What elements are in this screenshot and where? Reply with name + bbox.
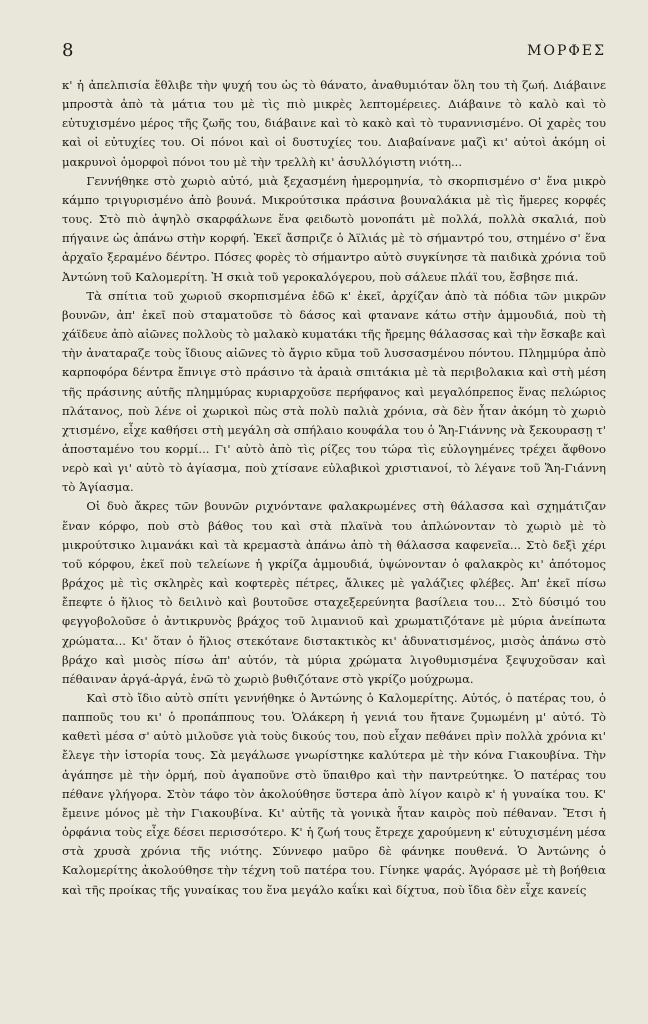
paragraph: κ' ἡ ἀπελπισία ἔθλιβε τὴν ψυχή του ὡς τὸ θάνατο, ἀναθυμιόταν ὅλη του τὴ ζωή. Διάβαινε μπροστὰ ἀπὸ τὰ μάτια του μὲ τὶς πιὸ μικρὲς λεπτομέρειες. Διάβαινε τὸ καλὸ καὶ τὸ εὐτυχισμένο μέρος τῆς ζωῆς του, διάβαινε καὶ τὸ κακὸ καὶ τὸ τυραννισμένο. Οἱ χαρὲς του καὶ οἱ εὐτυχίες του. Οἱ πόνοι καὶ οἱ δυστυχίες του. Διαβαίνανε μαζὶ κι' αὐτοὶ ἀκόμη οἱ μακρυνοὶ ὁμορφοὶ πόνοι του μὲ τὴν τρελλὴ κι' ἀσυλλόγιστη νιότη... xyxy=(62,78,606,169)
paragraph: Γεννήθηκε στὸ χωριὸ αὐτό, μιὰ ξεχασμένη ἡμερομηνία, τὸ σκορπισμένο σ' ἕνα μικρὸ κάμπο τριγυρισμένο ἀπὸ βουνά. Μικρούτσικα πράσινα βουναλάκια μὲ τὶς ἥμερες κορφές τους. Στὸ πιὸ ἀψηλὸ σκαρφάλωνε ἕνα φειδωτὸ μονοπάτι μὲ πολλά, πολλὰ σκαλιά, ποὺ πήγαινε ὡς ἀπάνω στὴν κορφή. Ἐκεῖ ἄσπριζε ὁ Ἀϊλιάς μὲ τὸ σήμαντρό του, στημένο σ' ἕνα ἀρχαῖο ξεραμένο δέντρο. Πόσες φορὲς τὸ σήμαντρο αὐτὸ συγκίνησε τὰ παιδικὰ χρόνια τοῦ Ἀντώνη τοῦ Καλομερίτη. Ἡ σκιὰ τοῦ γεροκαλόγερου, ποὺ σάλευε πλάϊ του, ἔσβησε πιά. xyxy=(62,173,606,284)
paragraph: Οἱ δυὸ ἄκρες τῶν βουνῶν ριχνόντανε φαλακρωμένες στὴ θάλασσα καὶ σχημάτιζαν ἕναν κόρφο, ποὺ στὸ βάθος του καὶ στὰ πλαϊνὰ του ἁπλώνονταν τὸ χωριὸ μὲ τὸ μικρούτσικο λιμανάκι καὶ τὰ κρεμαστὰ ἀπάνω ἀπὸ τὴ θάλασσα καφενεῖα... Στὸ δεξὶ χέρι τοῦ κόρφου, ἐκεῖ ποὺ τελείωνε ἡ γκρίζα ἀμμουδιά, ὑψώνονταν ὁ φαλακρὸς κι' ἀπότομος βράχος μὲ τὶς σκληρὲς καὶ κοφτερὲς πέτρες, ἄλικες μὲ γαλάζιες φλέβες. Ἀπ' ἐκεῖ πίσω ἔπεφτε ὁ ἥλιος τὸ δειλινὸ καὶ βουτοῦσε σταχεξερεύνητα βασίλεια του... Στὸ δύσιμό του φεγγοβολοῦσε ὁ ἀντικρυνὸς βράχος τοῦ λιμανιοῦ καὶ χρωματιζότανε μὲ μύρια ἀνείπωτα χρώματα... Κι' ὅταν ὁ ἥλιος στεκότανε διστακτικὸς κι' ἀδυνατισμένος, μισὸς ἀπάνω στὸ βράχο καὶ μισὸς πίσω ἀπ' αὐτόν, τὰ μύρια χρώματα λιγοθυμισμένα ξεψυχοῦσαν καὶ πέθαιναν ἀργά-ἀργά, ἐνῶ τὸ χωριὸ βυθιζότανε στὸ γκρίζο μούχρωμα. xyxy=(62,499,606,686)
paragraph: Καὶ στὸ ἴδιο αὐτὸ σπίτι γεννήθηκε ὁ Ἀντώνης ὁ Καλομερίτης. Αὐτός, ὁ πατέρας του, ὁ παπποῦς του κι' ὁ προπάππους του. Ὁλάκερη ἡ γενιά του ἤτανε ζυμωμένη μ' αὐτό. Τὸ καθετὶ μέσα σ' αὐτὸ μιλοῦσε γιὰ τοὺς δικούς του, ποὺ εἶχαν πεθάνει πρὶν πολλὰ χρόνια κι' ἔλεγε τὴν ἱστορία τους. Σὰ μεγάλωσε γνωρίστηκε καλύτερα μὲ τὴν κόνα Γιακουβίνα. Τὴν ἀγάπησε μὲ τὴν ὁρμή, ποὺ ἀγαποῦνε στὸ ὕπαιθρο καὶ τὴν παντρεύτηκε. Ὁ πατέρας του πέθανε γλήγορα. Στὸν τάφο τὸν ἀκολούθησε ὕστερα ἀπὸ λίγον καιρὸ κ' ἡ γυναίκα του. Κ' ἔμεινε μόνος μὲ τὴν Γιακουβίνα. Κι' αὐτῆς τὰ γονικὰ ἦταν καιρὸς ποὺ πέθαναν. Ἔτσι ἡ ὀρφάνια τοὺς εἶχε δέσει περισσότερο. Κ' ἡ ζωή τους ἔτρεχε χαρούμενη κ' εὐτυχισμένη μέσα στὰ χρυσὰ χρόνια τῆς νιότης. Σύννεφο μαῦρο δὲ φάνηκε πουθενά. Ὁ Ἀντώνης ὁ Καλομερίτης ἀκολούθησε τὴν τέχνη τοῦ πατέρα του. Γίνηκε ψαράς. Ἀγόρασε μὲ τὴ βοήθεια καὶ τῆς προίκας τῆς γυναίκας του ἕνα μεγάλο καΐκι καὶ δίχτυα, ποὺ ἴδια δὲν εἶχε κανείς xyxy=(62,691,606,897)
page-header xyxy=(62,40,606,74)
paragraph: Τὰ σπίτια τοῦ χωριοῦ σκορπισμένα ἐδῶ κ' ἐκεῖ, ἀρχίζαν ἀπὸ τὰ πόδια τῶν μικρῶν βουνῶν, ἀπ' ἐκεῖ ποὺ σταματοῦσε τὸ δάσος καὶ φτανανε κάτω στὴν ἀμμουδιά, ποὺ τὴ χάϊδευε ἀπὸ αἰῶνες πολλοὺς τὸ μαλακὸ κυματάκι τῆς ἤρεμης θάλασσας καὶ τὴν ἔσκαβε καὶ τὴν ἀναταραζε τοὺς ἴδιους αἰῶνες τὸ ἄγριο κῦμα τοῦ λυσσασμένου πόντου. Πλημμύρα ἀπὸ καρποφόρα δέντρα ἔπνιγε στὸ πράσινο τὰ ἀραιὰ σπιτάκια μὲ τὰ περιβολακια καὶ στὴ μέση τῆς πράσινης αὐτῆς πλημμύρας κυριαρχοῦσε περήφανος καὶ μεγαλόπρεπος ἕνας πελώριος πλάτανος, ποὺ λένε οἱ χωρικοὶ πὼς στὰ πολὺ παλιὰ χρόνια, σὰ δὲν ἦταν ἀκόμη τὸ χωριὸ χτισμένο, εἶχε καθήσει στὴ μεγάλη σὰ σπήλαιο κουφάλα του ὁ Ἅη-Γιάννης νὰ ξεκουρασῃ τ' ἀποσταμένο του κορμί... Γι' αὐτὸ ἀπὸ τὶς ρίζες του τώρα τὶς εὐλογημένες τρέχει ἄφθονο νερὸ καὶ γι' αὐτὸ τὸ ἁγίασμα, ποὺ χτίσανε εὐλαβικοὶ χριστιανοί, τὸ λέγανε τοῦ Ἅη-Γιάννη τὸ Ἁγίασμα. xyxy=(62,288,606,495)
page-number: 8 xyxy=(62,40,74,61)
body-text xyxy=(62,76,606,900)
running-head: ΜΟΡΦΕΣ xyxy=(527,43,606,59)
